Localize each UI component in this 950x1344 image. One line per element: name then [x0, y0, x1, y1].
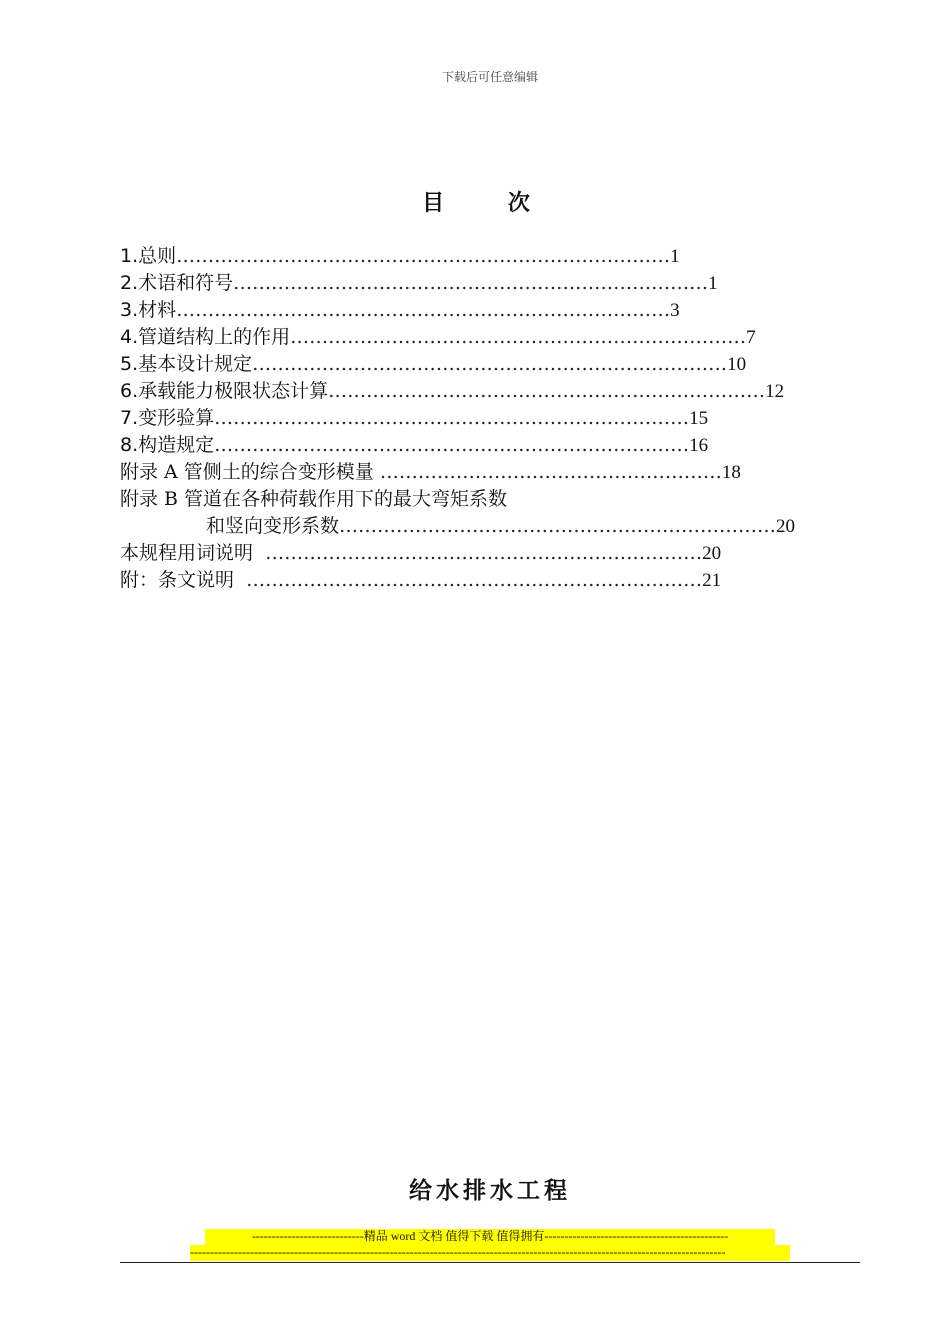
toc-entry-page: 21	[702, 570, 722, 591]
toc-leader-dots: ………………………………………………………………	[290, 326, 747, 348]
toc-entry-label: 附录 B 管道在各种荷载作用下的最大弯矩系数	[120, 488, 508, 510]
toc-entry-page: 18	[721, 462, 741, 483]
toc-entry-page: 16	[689, 435, 709, 456]
toc-entry-page: 20	[702, 543, 722, 564]
toc-leader-dots: ……………………………………………………………	[339, 515, 777, 537]
toc-leader-dots: ………………………………………………	[379, 461, 722, 483]
toc-entry-label: 构造规定	[138, 434, 215, 456]
toc-entry[interactable]	[120, 270, 820, 297]
toc-entry-number: 8.	[120, 434, 139, 456]
toc-entry[interactable]	[120, 513, 820, 540]
toc-entry-label: 总则	[138, 245, 177, 267]
toc-entry-label: 和竖向变形系数	[206, 515, 340, 537]
table-of-contents	[120, 243, 820, 594]
toc-entry[interactable]	[120, 405, 820, 432]
toc-entry-label: 术语和符号	[138, 272, 234, 294]
toc-leader-dots: ……………………………………………………………………	[176, 245, 671, 267]
toc-entry[interactable]	[120, 297, 820, 324]
toc-entry-label: 本规程用词说明	[120, 542, 266, 564]
toc-entry-label: 管道结构上的作用	[138, 326, 291, 348]
toc-entry-page: 1	[708, 273, 718, 294]
toc-entry-number: 7.	[120, 407, 139, 429]
toc-leader-dots: …………………………………………………………………	[252, 353, 728, 375]
toc-entry-label: 变形验算	[138, 407, 215, 429]
banner-line-1: ----------------------------精品 word 文档 值得下载 值得拥有----------------------------------------------	[205, 1229, 775, 1245]
toc-entry[interactable]	[120, 324, 820, 351]
toc-entry-label: 附：条文说明	[120, 569, 247, 591]
toc-entry[interactable]	[120, 486, 820, 513]
toc-entry-label: 材料	[138, 299, 177, 321]
toc-entry-page: 15	[689, 408, 709, 429]
toc-entry-page: 3	[670, 300, 680, 321]
toc-entry-page: 10	[727, 354, 747, 375]
header-note: 下载后可任意编辑	[441, 70, 538, 84]
toc-entry-page: 12	[765, 381, 785, 402]
toc-entry[interactable]	[120, 432, 820, 459]
toc-entry-number: 4.	[120, 326, 139, 348]
toc-entry[interactable]	[120, 351, 820, 378]
toc-leader-dots: ……………………………………………………………………	[176, 299, 671, 321]
toc-entry[interactable]	[120, 567, 820, 594]
banner-line-2: --------------------------------------------------------------------------------------------------------------------------------------	[190, 1245, 790, 1261]
toc-leader-dots: …………………………………………………………………	[233, 272, 709, 294]
toc-entry[interactable]	[120, 378, 820, 405]
toc-entry-number: 5.	[120, 353, 139, 375]
toc-entry[interactable]	[120, 459, 820, 486]
toc-entry-label: 承载能力极限状态计算	[138, 380, 329, 402]
toc-title: 目 次	[422, 190, 558, 216]
footer-divider	[120, 1262, 860, 1263]
toc-entry[interactable]	[120, 243, 820, 270]
toc-leader-dots: ……………………………………………………………	[265, 542, 703, 564]
toc-leader-dots: …………………………………………………………………	[214, 434, 690, 456]
toc-entry-number: 3.	[120, 299, 139, 321]
toc-entry-page: 7	[746, 327, 756, 348]
toc-entry-page: 20	[776, 516, 796, 537]
toc-entry-number: 6.	[120, 380, 139, 402]
toc-entry-label: 附录 A 管侧土的综合变形模量	[120, 461, 380, 483]
footer-title: 给水排水工程	[409, 1178, 571, 1204]
toc-entry-number: 1.	[120, 245, 139, 267]
toc-leader-dots: ………………………………………………………………	[246, 569, 703, 591]
toc-leader-dots: …………………………………………………………………	[214, 407, 690, 429]
toc-entry-label: 基本设计规定	[138, 353, 253, 375]
toc-entry[interactable]	[120, 540, 820, 567]
toc-entry-number: 2.	[120, 272, 139, 294]
toc-leader-dots: ……………………………………………………………	[328, 380, 766, 402]
toc-entry-page: 1	[670, 246, 680, 267]
